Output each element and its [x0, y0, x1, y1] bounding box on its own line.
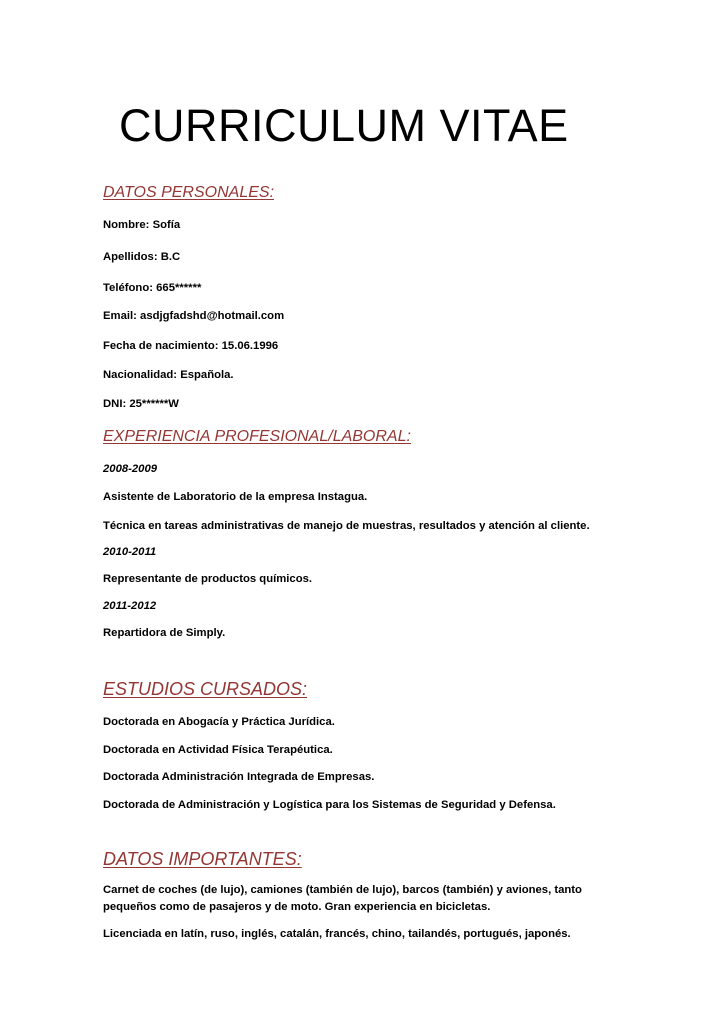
- name-line: Nombre: Sofía: [103, 219, 181, 231]
- email-line: Email: asdjgfadshd@hotmail.com: [103, 310, 285, 322]
- experience-period: 2010-2011: [103, 546, 157, 558]
- experience-line: Técnica en tareas administrativas de manejo de muestras, resultados y atención al cliente.: [103, 520, 590, 532]
- study-item: Doctorada en Abogacía y Práctica Jurídica.: [103, 716, 335, 728]
- study-item: Doctorada en Actividad Física Terapéutica.: [103, 744, 333, 756]
- dni-line: DNI: 25******W: [103, 398, 179, 410]
- document-title: CURRICULUM VITAE: [119, 100, 569, 151]
- experience-period: 2011-2012: [103, 600, 157, 612]
- study-item: Doctorada de Administración y Logística para los Sistemas de Seguridad y Defensa.: [103, 799, 556, 811]
- experience-line: Representante de productos químicos.: [103, 573, 313, 585]
- important-item: Carnet de coches (de lujo), camiones (también de lujo), barcos (también) y aviones, tanto pequeños como de pasajeros y de moto. Gran experiencia en bicicletas.: [103, 884, 582, 913]
- surname-line: Apellidos: B.C: [103, 251, 181, 263]
- experience-line: Repartidora de Simply.: [103, 627, 226, 639]
- studies-heading: ESTUDIOS CURSADOS:: [103, 679, 308, 699]
- important-item: Licenciada en latín, ruso, inglés, catalán, francés, chino, tailandés, portugués, japonés.: [103, 928, 571, 940]
- study-item: Doctorada Administración Integrada de Empresas.: [103, 771, 375, 783]
- experience-line: Asistente de Laboratorio de la empresa Instagua.: [103, 491, 368, 503]
- nationality-line: Nacionalidad: Española.: [103, 369, 234, 381]
- experience-period: 2008-2009: [103, 463, 158, 475]
- personal-data-heading: DATOS PERSONALES:: [103, 184, 275, 201]
- important-data-heading: DATOS IMPORTANTES:: [103, 849, 302, 869]
- phone-line: Teléfono: 665******: [103, 282, 202, 294]
- birth-date-line: Fecha de nacimiento: 15.06.1996: [103, 340, 279, 352]
- experience-heading: EXPERIENCIA PROFESIONAL/LABORAL:: [103, 428, 411, 445]
